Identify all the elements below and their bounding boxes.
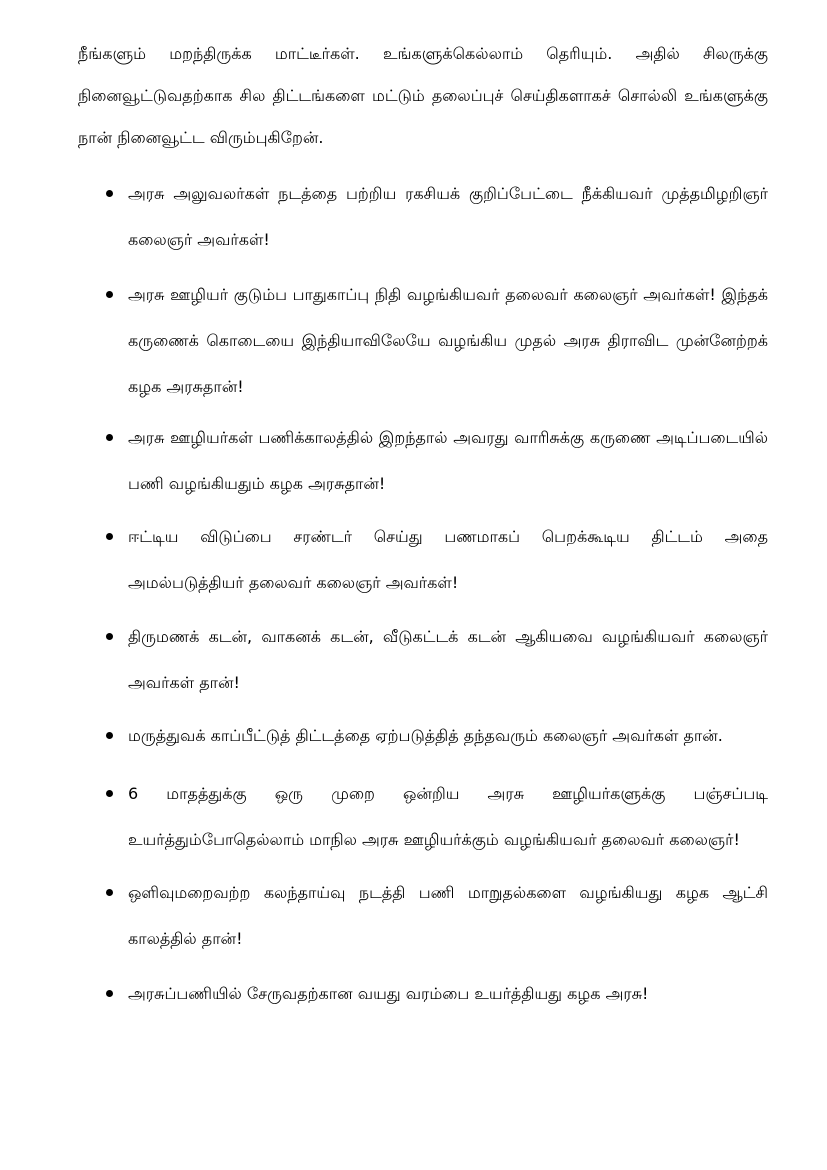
bullet-text: அரசுப்பணியில் சேருவதற்கான வயது வரம்பை உயர்த்தியது கழக அரசு! xyxy=(128,984,649,1003)
list-item xyxy=(128,713,768,759)
list-item xyxy=(128,514,768,606)
bullet-text: ஈட்டிய விடுப்பை சரண்டர் செய்து பணமாகப் பெறக்கூடிய திட்டம் அதை அமல்படுத்தியர் தலைவர் கலைஞர் அவர்கள்! xyxy=(128,527,768,592)
bullet-text: 6 மாதத்துக்கு ஒரு முறை ஒன்றிய அரசு ஊழியர்களுக்கு பஞ்சப்படி உயர்த்தும்போதெல்லாம் மாநில அரசு ஊழியர்க்கும் வழங்கியவர் தலைவர் கலைஞர்! xyxy=(128,784,768,849)
bullet-icon xyxy=(106,190,113,197)
bullet-text: அரசு ஊழியர்கள் பணிக்காலத்தில் இறந்தால் அவரது வாரிசுக்கு கருணை அடிப்படையில் பணி வழங்கியதும் கழக அரசுதான்! xyxy=(128,428,768,493)
list-item xyxy=(128,771,768,863)
bullet-text: அரசு ஊழியர் குடும்ப பாதுகாப்பு நிதி வழங்கியவர் தலைவர் கலைஞர் அவர்கள்! இந்தக் கருணைக் கொடையை இந்தியாவிலேயே வழங்கிய முதல் அரசு திராவிட முன்னேற்றக் கழக அரசுதான்! xyxy=(128,285,769,396)
bullet-icon xyxy=(106,533,113,540)
bullet-text: அரசு அலுவலர்கள் நடத்தை பற்றிய ரகசியக் குறிப்பேட்டை நீக்கியவர் முத்தமிழறிஞர் கலைஞர் அவர்கள்! xyxy=(128,184,768,249)
bullet-icon xyxy=(106,732,113,739)
list-item xyxy=(128,415,768,507)
bullet-icon xyxy=(106,434,113,441)
bullet-text: மருத்துவக் காப்பீட்டுத் திட்டத்தை ஏற்படுத்தித் தந்தவரும் கலைஞர் அவர்கள் தான். xyxy=(128,726,723,745)
list-item xyxy=(128,971,768,1017)
bullet-icon xyxy=(106,990,113,997)
bullet-icon xyxy=(106,291,113,298)
list-item xyxy=(128,614,768,706)
bullet-text: திருமணக் கடன், வாகனக் கடன், வீடுகட்டக் கடன் ஆகியவை வழங்கியவர் கலைஞர் அவர்கள் தான்! xyxy=(128,627,768,692)
list-item xyxy=(128,272,768,410)
list-item xyxy=(128,171,768,263)
list-item xyxy=(128,870,768,962)
bullet-icon xyxy=(106,633,113,640)
bullet-text: ஒளிவுமறைவற்ற கலந்தாய்வு நடத்தி பணி மாறுதல்களை வழங்கியது கழக ஆட்சி காலத்தில் தான்! xyxy=(128,883,768,948)
bullet-icon xyxy=(106,889,113,896)
bullet-icon xyxy=(106,790,113,797)
intro-paragraph: நீங்களும் மறந்திருக்க மாட்டீர்கள். உங்களுக்கெல்லாம் தெரியும். அதில் சிலருக்கு நினைவூட்டுவதற்காக சில திட்டங்களை மட்டும் தலைப்புச் செய்திகளாகச் சொல்லி உங்களுக்கு நான் நினைவூட்ட விரும்புகிறேன். xyxy=(78,44,768,147)
